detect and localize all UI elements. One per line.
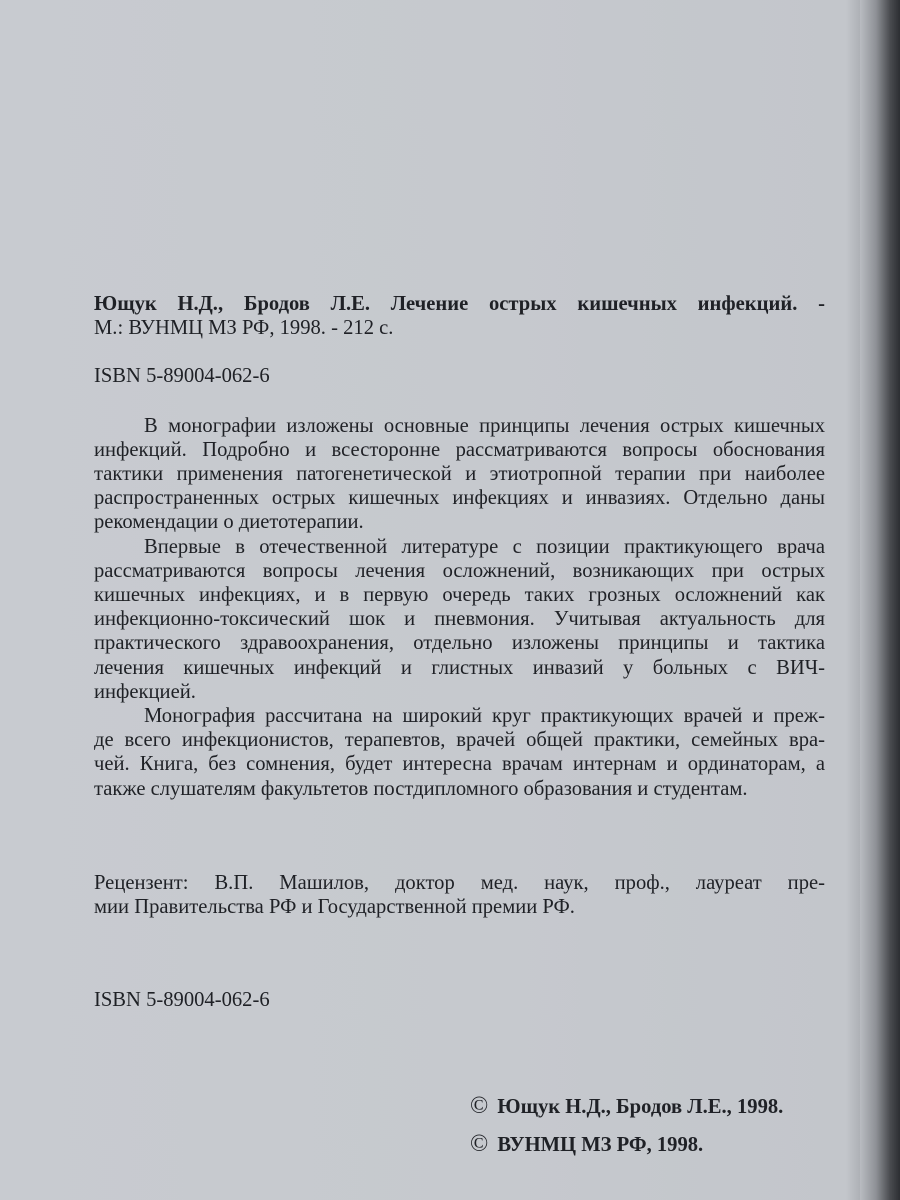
abstract-line: распространенных острых кишечных инфекциях и инвазиях. Отдельно даны [94,487,825,510]
isbn-top: ISBN 5-89004-062-6 [94,365,270,388]
copyright-icon: © [470,1131,489,1157]
abstract-paragraph-2 [94,535,825,704]
abstract-paragraph-3 [94,704,825,801]
abstract-line: также слушателям факультетов постдипломного образования и студентам. [94,777,748,800]
abstract-line: практического здравоохранения, отдельно изложены принципы и тактика [94,632,825,655]
abstract-line: кишечных инфекциях, и в первую очередь таких грозных осложнений как [94,584,825,607]
abstract-line: де всего инфекционистов, терапевтов, врачей общей практики, семейных вра- [94,729,825,752]
abstract-line: рекомендации о диетотерапии. [94,511,364,534]
copyright-block [470,1088,783,1164]
reviewer-line: Рецензент: В.П. Машилов, доктор мед. наук, проф., лауреат пре- [94,871,825,894]
bib-authors-title: Ющук Н.Д., Бродов Л.Е. Лечение острых кишечных инфекций. - [94,293,825,315]
abstract-line: инфекций. Подробно и всесторонне рассматриваются вопросы обоснования [94,438,825,461]
bib-publisher: М.: ВУНМЦ МЗ РФ, 1998. - 212 с. [94,317,394,340]
abstract-line: инфекционно-токсический шок и пневмония. Учитывая актуальность для [94,608,825,631]
abstract-line: В монографии изложены основные принципы лечения острых кишечных [144,414,825,437]
imprint-text-block [94,292,825,1012]
abstract-line: тактики применения патогенетической и этиотропной терапии при наиболее [94,463,825,486]
copyright-authors: Ющук Н.Д., Бродов Л.Е., 1998. [497,1096,784,1118]
abstract-line: чей. Книга, без сомнения, будет интересна врачам интернам и ординаторам, а [94,753,825,776]
copyright-line-publisher [470,1126,783,1164]
abstract-line: Монография рассчитана на широкий круг практикующих врачей и преж- [144,705,825,728]
abstract-line: Впервые в отечественной литературе с позиции практикующего врача [144,535,825,558]
bibliographic-record [94,292,825,340]
abstract-line: рассматриваются вопросы лечения осложнений, возникающих при острых [94,559,825,582]
abstract-line: лечения кишечных инфекций и глистных инвазий у больных с ВИЧ- [94,656,825,679]
copyright-icon: © [470,1093,489,1119]
page-edge-shadow [860,0,900,1200]
reviewer-line: мии Правительства РФ и Государственной премии РФ. [94,896,575,919]
abstract-line: инфекцией. [94,680,196,703]
copyright-line-authors [470,1088,783,1126]
reviewer-note [94,871,825,919]
abstract-paragraph-1 [94,414,825,535]
copyright-publisher: ВУНМЦ МЗ РФ, 1998. [497,1134,704,1156]
isbn-bottom: ISBN 5-89004-062-6 [94,989,270,1012]
